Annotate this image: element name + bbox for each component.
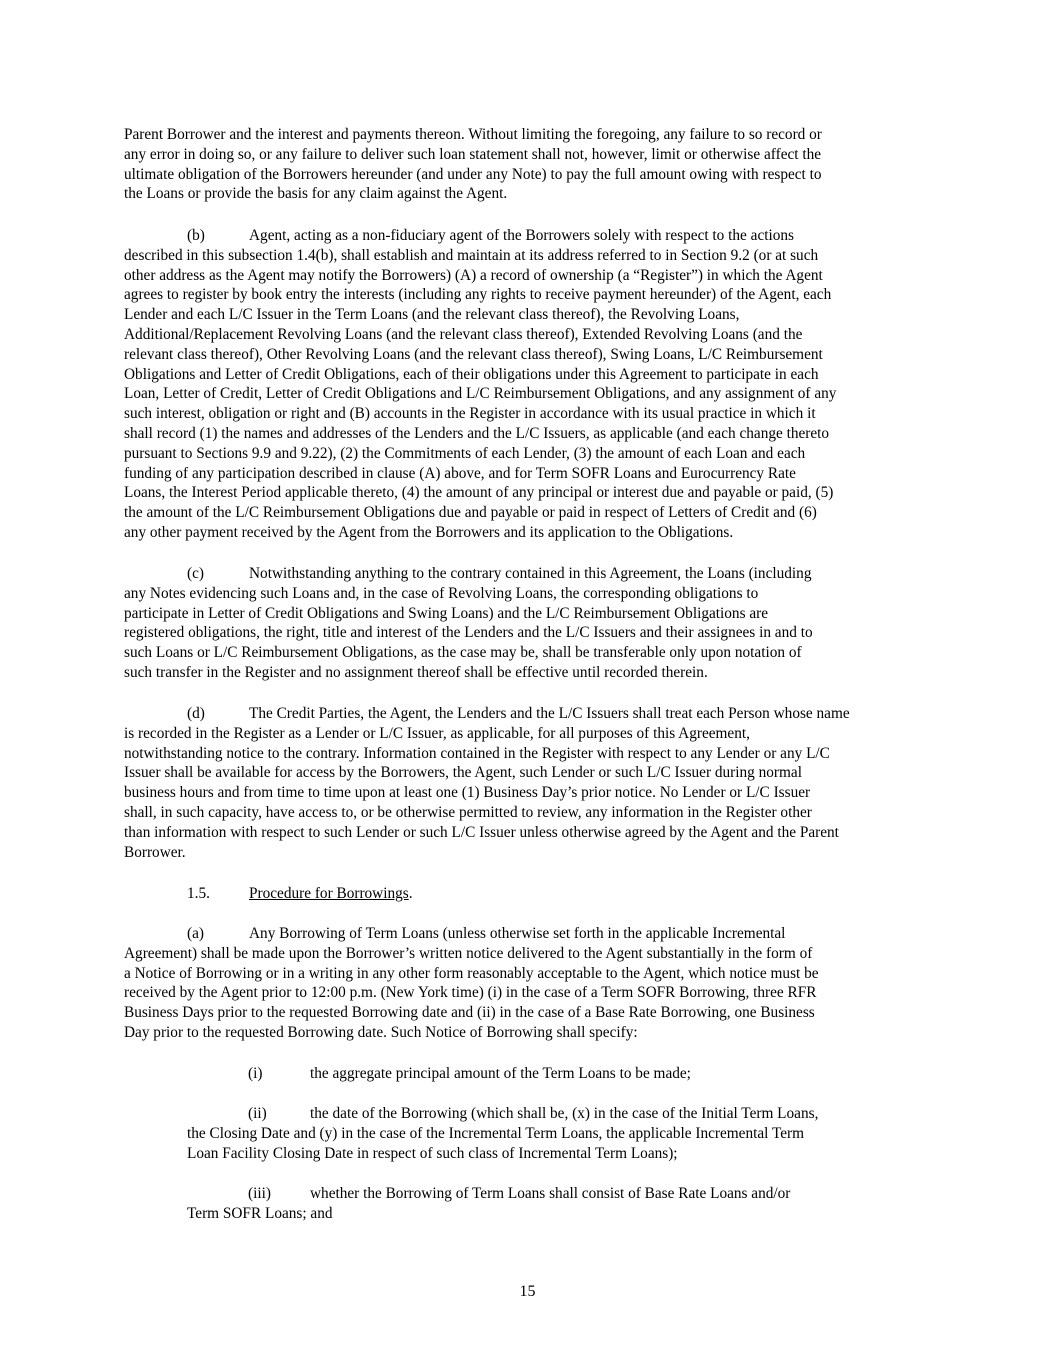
text-line: shall, in such capacity, have access to, or be otherwise permitted to review, any information in the Register other	[124, 803, 812, 821]
text-line: Additional/Replacement Revolving Loans (and the relevant class thereof), Extended Revolving Loans (and the	[124, 325, 803, 343]
text-line: other address as the Agent may notify the Borrowers) (A) a record of ownership (a “Register”) in which the Agent	[124, 266, 823, 284]
text-line: Term SOFR Loans; and	[187, 1204, 333, 1222]
text-line: agrees to register by book entry the interests (including any rights to receive payment hereunder) of the Agent, each	[124, 286, 832, 304]
paragraph-first-line	[124, 564, 936, 584]
text-line: a Notice of Borrowing or in a writing in any other form reasonably acceptable to the Agent, which notice must be	[124, 964, 819, 982]
list-item-label: (i)	[248, 1065, 263, 1082]
text-line: any Notes evidencing such Loans and, in the case of Revolving Loans, the corresponding obligations to	[124, 584, 759, 602]
section-heading	[124, 884, 936, 904]
text-line: whether the Borrowing of Term Loans shall consist of Base Rate Loans and/or	[310, 1185, 791, 1202]
text-line: Loans, the Interest Period applicable thereto, (4) the amount of any principal or interest due and payable or paid, (5)	[124, 484, 834, 502]
text-line: the date of the Borrowing (which shall be, (x) in the case of the Initial Term Loans,	[310, 1105, 819, 1122]
page-number: 15	[519, 1283, 536, 1300]
text-line: described in this subsection 1.4(b), shall establish and maintain at its address referred to in Section 9.2 (or at such	[124, 246, 819, 264]
text-line: pursuant to Sections 9.9 and 9.22), (2) the Commitments of each Lender, (3) the amount of each Loan and each	[124, 444, 806, 462]
text-line: any other payment received by the Agent from the Borrowers and its application to the Obligations.	[124, 523, 734, 541]
text-line: funding of any participation described in clause (A) above, and for Term SOFR Loans and Eurocurrency Rate	[124, 464, 796, 482]
text-line: participate in Letter of Credit Obligations and Swing Loans) and the L/C Reimbursement Obligations are	[124, 604, 769, 622]
section-title-period: .	[408, 885, 413, 902]
paragraph-a	[124, 924, 936, 1043]
text-line: Day prior to the requested Borrowing date. Such Notice of Borrowing shall specify:	[124, 1023, 638, 1041]
text-line: registered obligations, the right, title and interest of the Lenders and the L/C Issuers and their assignees in and to	[124, 624, 813, 642]
text-line: relevant class thereof), Other Revolving Loans (and the relevant class thereof), Swing Loans, L/C Reimbursement	[124, 345, 823, 363]
text-line: Agent, acting as a non-fiduciary agent of the Borrowers solely with respect to the actions	[249, 227, 794, 244]
text-line: Business Days prior to the requested Borrowing date and (ii) in the case of a Base Rate Borrowing, one Business	[124, 1004, 815, 1022]
text-line: such transfer in the Register and no assignment thereof shall be effective until recorded therein.	[124, 663, 708, 681]
text-line: than information with respect to such Lender or such L/C Issuer unless otherwise agreed by the Agent and the Parent	[124, 823, 839, 841]
text-line: the Closing Date and (y) in the case of the Incremental Term Loans, the applicable Incremental Term	[187, 1124, 805, 1142]
section-heading-line	[124, 884, 936, 904]
text-line: Loan, Letter of Credit, Letter of Credit Obligations and L/C Reimbursement Obligations, and any assignment of any	[124, 385, 837, 403]
text-line: any error in doing so, or any failure to deliver such loan statement shall not, however, limit or otherwise affect the	[124, 145, 822, 163]
text-line: notwithstanding notice to the contrary. Information contained in the Register with respect to any Lender or any L/C	[124, 744, 830, 762]
list-item-i	[124, 1064, 936, 1084]
list-item-first-line	[124, 1104, 936, 1124]
text-line: Obligations and Letter of Credit Obligations, each of their obligations under this Agreement to participate in each	[124, 365, 819, 383]
text-line: Parent Borrower and the interest and payments thereon. Without limiting the foregoing, any failure to so record or	[124, 126, 822, 143]
text-line: received by the Agent prior to 12:00 p.m. (New York time) (i) in the case of a Term SOFR Borrowing, three RFR	[124, 984, 817, 1002]
continuation-paragraph	[124, 125, 936, 204]
text-line: Lender and each L/C Issuer in the Term Loans (and the relevant class thereof), the Revolving Loans,	[124, 306, 740, 324]
text-line: such Loans or L/C Reimbursement Obligations, as the case may be, shall be transferable only upon notation of	[124, 644, 802, 662]
paragraph-d	[124, 704, 936, 862]
text-line: the amount of the L/C Reimbursement Obligations due and payable or paid in respect of Letters of Credit and (6)	[124, 504, 817, 522]
paragraph-label: (d)	[187, 705, 205, 722]
text-line: Borrower.	[124, 843, 186, 861]
text-line: Loan Facility Closing Date in respect of such class of Incremental Term Loans);	[187, 1144, 678, 1162]
paragraph-c	[124, 564, 936, 683]
paragraph-label: (c)	[187, 565, 204, 582]
list-item-ii	[124, 1104, 936, 1163]
text-line: Notwithstanding anything to the contrary contained in this Agreement, the Loans (including	[249, 565, 812, 582]
paragraph-label: (b)	[187, 227, 205, 244]
text-line: is recorded in the Register as a Lender or L/C Issuer, as applicable, for all purposes of this Agreement,	[124, 724, 750, 742]
list-item-first-line	[124, 1064, 936, 1084]
text-line: such interest, obligation or right and (B) accounts in the Register in accordance with its usual practice in which it	[124, 405, 816, 423]
text-line: Issuer shall be available for access by the Borrowers, the Agent, such Lender or such L/C Issuer during normal	[124, 764, 802, 782]
list-item-iii	[124, 1184, 936, 1224]
text-line: the aggregate principal amount of the Term Loans to be made;	[310, 1065, 691, 1082]
list-item-label: (ii)	[248, 1105, 267, 1122]
text-line: business hours and from time to time upon at least one (1) Business Day’s prior notice. No Lender or L/C Issuer	[124, 784, 811, 802]
text-line: Any Borrowing of Term Loans (unless otherwise set forth in the applicable Incremental	[249, 925, 786, 942]
paragraph-label: (a)	[187, 925, 204, 942]
paragraph-first-line	[124, 226, 936, 246]
section-title: Procedure for Borrowings	[249, 885, 409, 902]
list-item-label: (iii)	[248, 1185, 271, 1202]
text-line: Agreement) shall be made upon the Borrower’s written notice delivered to the Agent substantially in the form of	[124, 944, 813, 962]
text-line: shall record (1) the names and addresses of the Lenders and the L/C Issuers, as applicable (and each change thereto	[124, 424, 830, 442]
text-line: the Loans or provide the basis for any claim against the Agent.	[124, 185, 508, 203]
text-line: ultimate obligation of the Borrowers hereunder (and under any Note) to pay the full amount owing with respect to	[124, 165, 822, 183]
paragraph-b	[124, 226, 936, 543]
section-number: 1.5.	[187, 885, 210, 902]
text-line: The Credit Parties, the Agent, the Lenders and the L/C Issuers shall treat each Person whose name	[249, 705, 850, 722]
paragraph-first-line	[124, 924, 936, 944]
paragraph-first-line	[124, 704, 936, 724]
list-item-first-line	[124, 1184, 936, 1204]
